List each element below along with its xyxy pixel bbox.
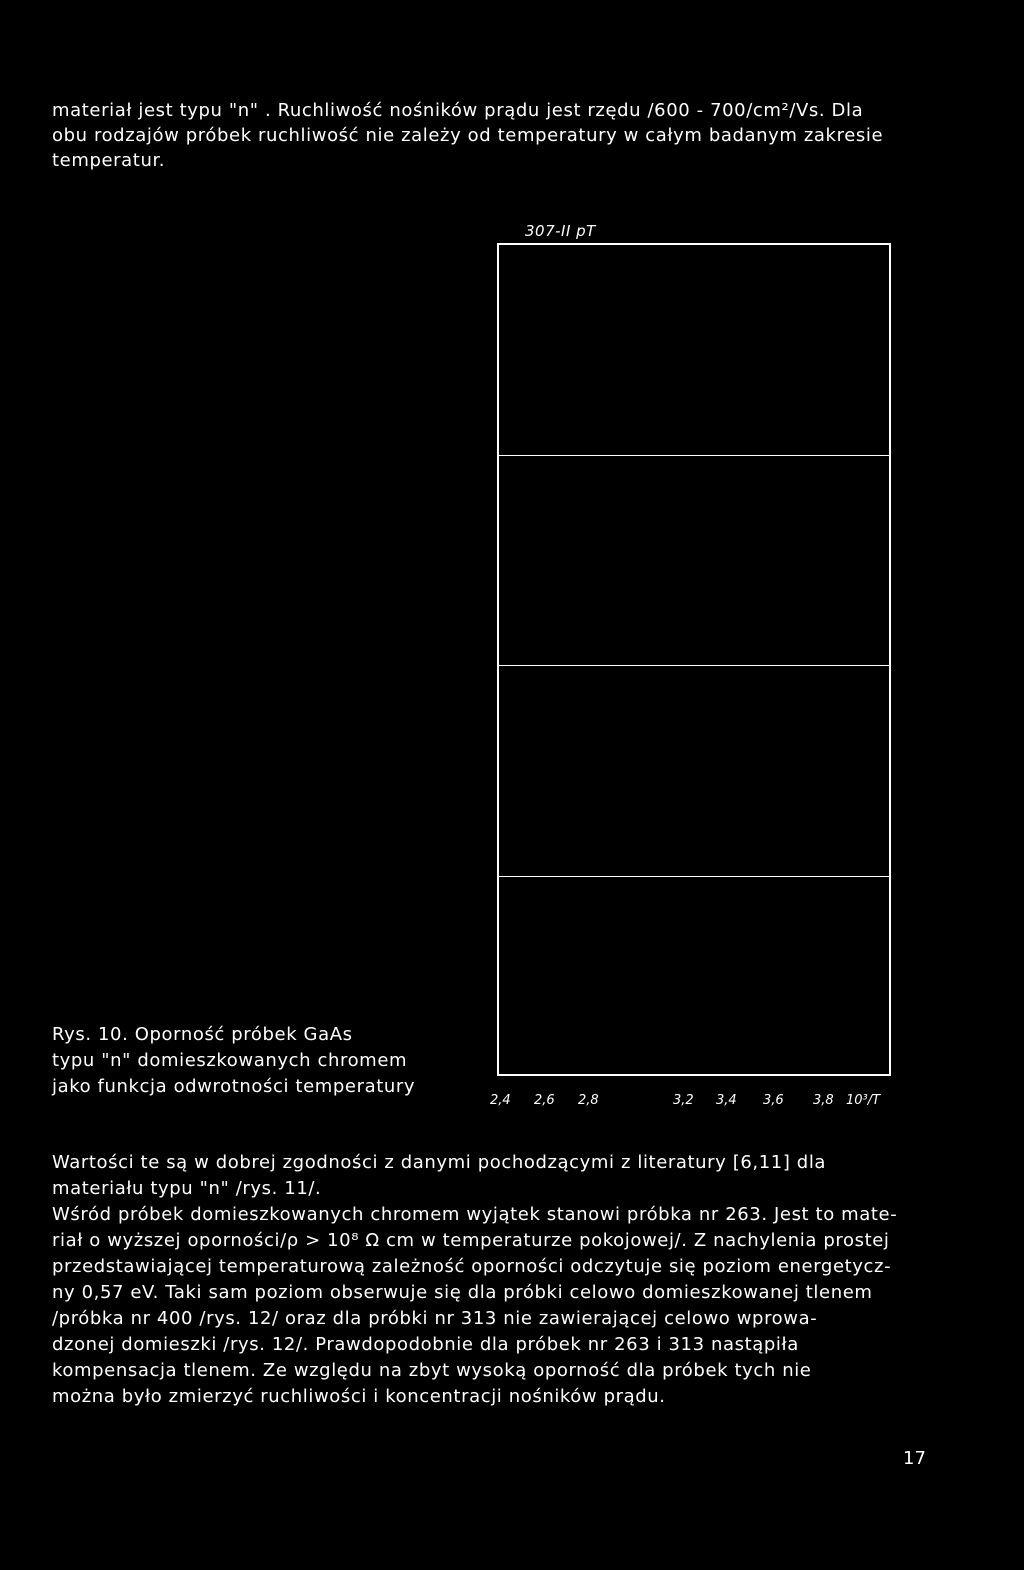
x-tick-label: 3,2 [673, 1093, 694, 1108]
x-tick-label: 10³/T [846, 1093, 881, 1108]
intro-line: temperatur. [52, 150, 166, 171]
x-tick-label: 3,8 [813, 1093, 834, 1108]
caption-line: Rys. 10. Oporność próbek GaAs [52, 1024, 353, 1045]
plot-gridline [499, 665, 889, 666]
figure-caption [52, 1022, 415, 1100]
body-line: kompensacja tlenem. Ze względu na zbyt wysoką oporność dla próbek tych nie [52, 1360, 812, 1381]
figure-label: 307-II pT [525, 222, 596, 240]
x-tick-label: 2,8 [578, 1093, 599, 1108]
x-tick-label: 3,4 [716, 1093, 737, 1108]
body-line: ny 0,57 eV. Taki sam poziom obserwuje się dla próbki celowo domieszkowanej tlenem [52, 1282, 873, 1303]
caption-line: jako funkcja odwrotności temperatury [52, 1076, 416, 1097]
body-line: przedstawiającej temperaturową zależność oporności odczytuje się poziom energetycz- [52, 1256, 892, 1277]
body-line: Wartości te są w dobrej zgodności z danymi pochodzącymi z literatury [6,11] dla [52, 1152, 827, 1173]
body-line: riał o wyższej oporności/ρ > 10⁸ Ω cm w temperaturze pokojowej/. Z nachylenia prostej [52, 1230, 890, 1251]
caption-line: typu "n" domieszkowanych chromem [52, 1050, 408, 1071]
plot-gridline [499, 876, 889, 877]
intro-paragraph [52, 98, 952, 173]
body-line: dzonej domieszki /rys. 12/. Prawdopodobnie dla próbek nr 263 i 313 nastąpiła [52, 1334, 799, 1355]
body-line: można było zmierzyć ruchliwości i koncentracji nośników prądu. [52, 1386, 666, 1407]
x-tick-label: 2,6 [534, 1093, 555, 1108]
plot-gridline [499, 455, 889, 456]
intro-line: materiał jest typu "n" . Ruchliwość nośników prądu jest rzędu /600 - 700/cm²/Vs. Dla [52, 100, 864, 121]
intro-line: obu rodzajów próbek ruchliwość nie zależy od temperatury w całym badanym zakresie [52, 125, 884, 146]
body-line: materiału typu "n" /rys. 11/. [52, 1178, 322, 1199]
page-number: 17 [903, 1448, 926, 1469]
body-line: Wśród próbek domieszkowanych chromem wyjątek stanowi próbka nr 263. Jest to mate- [52, 1204, 898, 1225]
body-paragraph [52, 1150, 952, 1410]
x-tick-label: 2,4 [490, 1093, 511, 1108]
x-tick-label: 3,6 [763, 1093, 784, 1108]
body-line: /próbka nr 400 /rys. 12/ oraz dla próbki nr 313 nie zawierającej celowo wprowa- [52, 1308, 818, 1329]
plot-frame [497, 243, 891, 1076]
